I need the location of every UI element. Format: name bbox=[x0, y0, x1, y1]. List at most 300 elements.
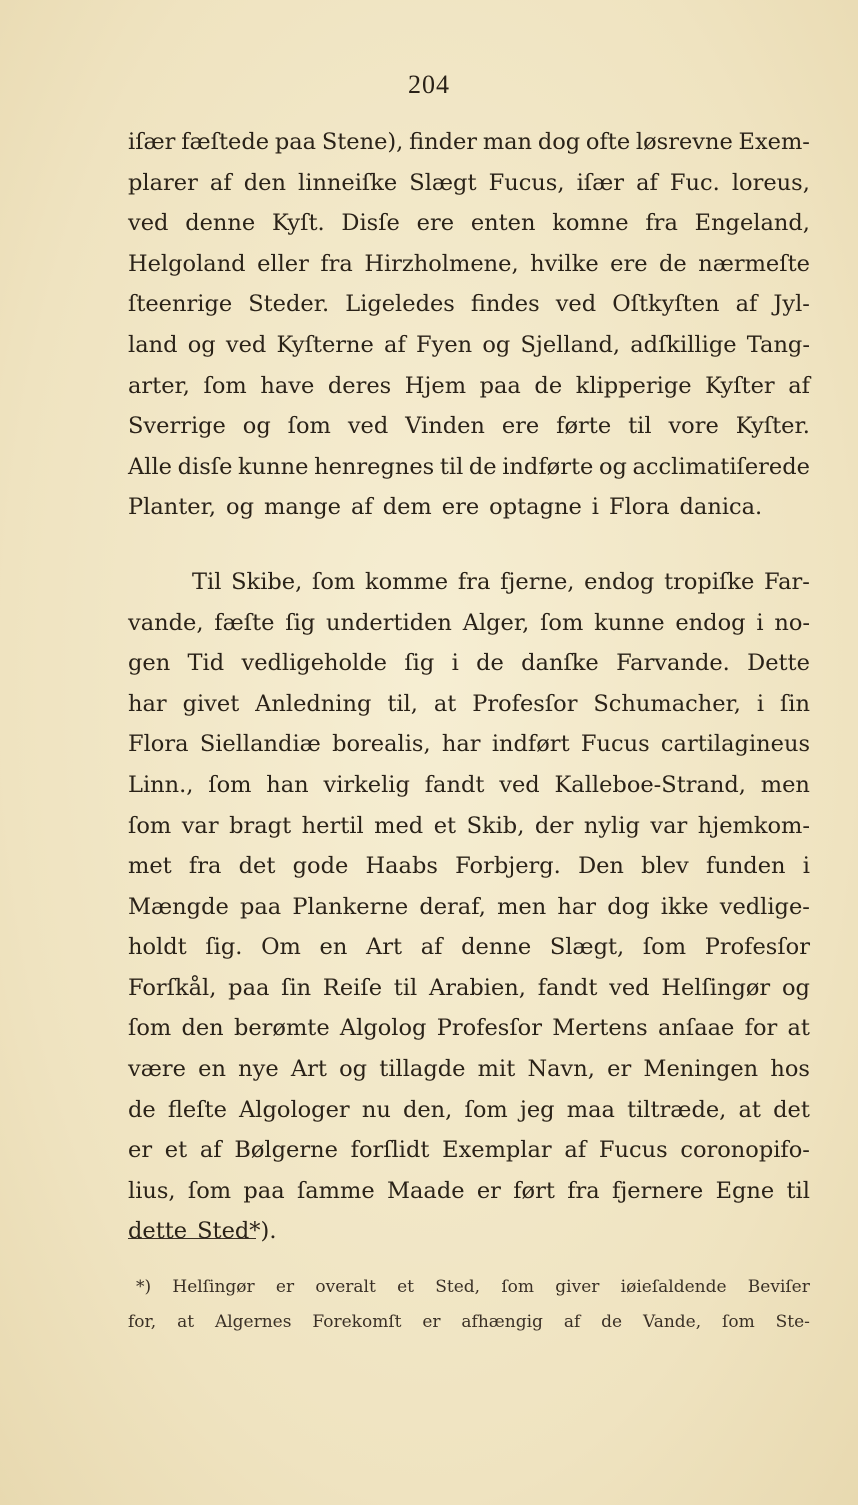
word: fra bbox=[188, 853, 222, 880]
word: tillagde bbox=[379, 1056, 466, 1083]
paragraph-line bbox=[128, 163, 810, 204]
word: berømte bbox=[233, 1015, 330, 1042]
word: ſig bbox=[404, 650, 435, 677]
word: Jyl- bbox=[773, 291, 810, 318]
word: hos bbox=[770, 1056, 810, 1083]
word: Flora bbox=[609, 494, 670, 521]
word: iſær bbox=[576, 169, 625, 196]
word: det bbox=[773, 1096, 810, 1123]
word: ved bbox=[225, 331, 267, 358]
word: ſin bbox=[281, 974, 312, 1001]
body-text bbox=[128, 122, 810, 1252]
word: Planter, bbox=[128, 494, 217, 521]
paragraph-line bbox=[128, 1130, 810, 1171]
word: er bbox=[128, 1137, 153, 1164]
word: nye bbox=[238, 1056, 279, 1083]
word: met bbox=[128, 853, 172, 880]
word: Alger, bbox=[462, 609, 530, 636]
word: ſig bbox=[285, 609, 316, 636]
word: Steder. bbox=[248, 291, 330, 318]
word: disſe bbox=[177, 453, 233, 480]
word: fandt bbox=[424, 771, 485, 798]
word: og bbox=[482, 331, 511, 358]
word: Om bbox=[261, 934, 301, 961]
word: de bbox=[534, 372, 563, 399]
word: Disſe bbox=[341, 210, 400, 237]
word: Alle bbox=[128, 453, 172, 480]
word: Bølgerne bbox=[234, 1137, 338, 1164]
word: Far- bbox=[764, 568, 810, 595]
word: fjernere bbox=[612, 1177, 704, 1204]
word: var bbox=[650, 812, 688, 839]
word: fra bbox=[320, 250, 353, 277]
word: Fyen bbox=[416, 331, 473, 358]
word: være bbox=[128, 1056, 186, 1083]
word: Algologer bbox=[239, 1096, 350, 1123]
word: ſom bbox=[187, 1177, 232, 1204]
word: Hjem bbox=[404, 372, 467, 399]
word: Fucus, bbox=[488, 169, 565, 196]
word: jeg bbox=[519, 1096, 555, 1123]
word: Haabs bbox=[365, 853, 438, 880]
word: Slægt bbox=[409, 169, 477, 196]
word: de bbox=[659, 250, 687, 277]
word: paa bbox=[243, 1177, 285, 1204]
word: et bbox=[164, 1137, 188, 1164]
paragraph-line bbox=[128, 846, 810, 887]
paragraph-line bbox=[128, 1008, 810, 1049]
word: cartilagineus bbox=[660, 731, 810, 758]
word: henregnes bbox=[314, 453, 435, 480]
paragraph-2 bbox=[128, 562, 810, 1252]
paragraph-line bbox=[128, 724, 810, 765]
word: Algernes bbox=[214, 1312, 292, 1332]
word: af bbox=[209, 169, 232, 196]
word: Fuc. bbox=[669, 169, 720, 196]
word: Sted*). bbox=[197, 1218, 277, 1245]
word: ere bbox=[441, 494, 480, 521]
word: danica. bbox=[679, 494, 763, 521]
word: Profesſor bbox=[704, 934, 810, 961]
word: fleſte bbox=[167, 1096, 227, 1123]
paragraph-line bbox=[128, 968, 810, 1009]
word: Tang- bbox=[746, 331, 810, 358]
word: Engeland, bbox=[694, 210, 810, 237]
word: indført bbox=[491, 731, 570, 758]
word: maa bbox=[566, 1096, 615, 1123]
word: borealis, bbox=[332, 731, 431, 758]
word: af bbox=[636, 169, 658, 196]
paragraph-line bbox=[128, 447, 810, 488]
word: Helſingør bbox=[661, 974, 771, 1001]
word: acclimatiſerede bbox=[632, 453, 810, 480]
word: ſom bbox=[128, 1015, 172, 1042]
word: dette bbox=[128, 1218, 188, 1245]
word: hertil bbox=[301, 812, 364, 839]
word: arter, bbox=[128, 372, 190, 399]
word: paa bbox=[228, 974, 270, 1001]
word: vande, bbox=[128, 609, 204, 636]
word: Mertens bbox=[552, 1015, 648, 1042]
word: Stene), bbox=[321, 129, 404, 155]
word: de bbox=[601, 1312, 623, 1332]
word: Art bbox=[366, 934, 403, 961]
word: Vande, bbox=[643, 1312, 702, 1332]
word: den bbox=[181, 1015, 224, 1042]
word: ſom bbox=[312, 568, 356, 595]
word: Kyſter bbox=[705, 372, 775, 399]
word: eller bbox=[257, 250, 309, 277]
word: giver bbox=[555, 1277, 600, 1297]
word: er bbox=[607, 1056, 632, 1083]
word: denne bbox=[461, 934, 532, 961]
word: vedligeholde bbox=[241, 650, 387, 677]
word: Kalleboe-Strand, bbox=[554, 771, 746, 798]
word: Mængde bbox=[128, 893, 229, 920]
word: fjerne, bbox=[500, 568, 575, 595]
word: paa bbox=[274, 129, 317, 155]
word: Kyſt. bbox=[272, 210, 325, 237]
word: enten bbox=[470, 210, 536, 237]
word: til bbox=[393, 974, 418, 1001]
word: nu bbox=[361, 1096, 391, 1123]
word: denne bbox=[185, 210, 256, 237]
word: Den bbox=[578, 853, 624, 880]
word: Siellandiæ bbox=[199, 731, 321, 758]
word: Oſtkyſten bbox=[612, 291, 720, 318]
word: Profesſor bbox=[436, 1015, 542, 1042]
word: fandt bbox=[537, 974, 598, 1001]
word: ſom bbox=[208, 771, 252, 798]
word: fra bbox=[457, 568, 491, 595]
word: har bbox=[441, 731, 481, 758]
word: ſom bbox=[128, 812, 172, 839]
word: holdt bbox=[128, 934, 187, 961]
word: med bbox=[374, 812, 424, 839]
paragraph-line bbox=[128, 1211, 810, 1252]
word: Forbjerg. bbox=[455, 853, 561, 880]
word: Helgoland bbox=[128, 250, 246, 277]
word: optagne bbox=[489, 494, 582, 521]
paragraph-1 bbox=[128, 122, 810, 528]
word: ved bbox=[555, 291, 597, 318]
word: Slægt, bbox=[549, 934, 625, 961]
word: loreus, bbox=[731, 169, 810, 196]
word: til bbox=[439, 453, 464, 480]
word: dem bbox=[382, 494, 432, 521]
word: ved bbox=[609, 974, 650, 1001]
word: deraf, bbox=[419, 893, 486, 920]
word: mit bbox=[477, 1056, 516, 1083]
word: fæſte bbox=[214, 609, 275, 636]
word: indførte bbox=[502, 453, 594, 480]
word: ſom bbox=[203, 372, 247, 399]
paragraph-line bbox=[128, 122, 810, 163]
word: Sjelland, bbox=[520, 331, 621, 358]
word: et bbox=[433, 812, 457, 839]
word: funden bbox=[706, 853, 786, 880]
word: tiltræde, bbox=[627, 1096, 727, 1123]
word: vedlige- bbox=[719, 893, 810, 920]
word: der bbox=[534, 812, 574, 839]
word: iøieſaldende bbox=[620, 1277, 727, 1297]
word: ved bbox=[128, 210, 169, 237]
word: at bbox=[177, 1312, 195, 1332]
word: i bbox=[591, 494, 599, 521]
word: Ste- bbox=[775, 1312, 810, 1332]
paragraph-line bbox=[128, 244, 810, 285]
word: kunne bbox=[594, 609, 665, 636]
word: gen bbox=[128, 650, 171, 677]
word: Skibe, bbox=[231, 568, 303, 595]
word: han bbox=[266, 771, 309, 798]
word: Helſingør bbox=[172, 1277, 255, 1297]
word: *) bbox=[136, 1277, 152, 1297]
word: Fucus bbox=[580, 731, 650, 758]
word: overalt bbox=[315, 1277, 376, 1297]
word: kunne bbox=[238, 453, 309, 480]
word: Plankerne bbox=[292, 893, 409, 920]
word: og bbox=[598, 453, 627, 480]
word: vore bbox=[668, 413, 719, 440]
word: i bbox=[802, 853, 810, 880]
word: ere bbox=[610, 250, 648, 277]
paragraph-line bbox=[128, 765, 810, 806]
word: Meningen bbox=[643, 1056, 759, 1083]
word: af bbox=[564, 1137, 587, 1164]
word: løsrevne bbox=[635, 129, 733, 155]
word: Sted, bbox=[435, 1277, 481, 1297]
word: af bbox=[788, 372, 810, 399]
word: Forſkål, bbox=[128, 974, 217, 1001]
word: Flora bbox=[128, 731, 189, 758]
word: nylig bbox=[583, 812, 640, 839]
word: har bbox=[557, 893, 597, 920]
paragraph-line bbox=[128, 643, 810, 684]
paragraph-line bbox=[128, 684, 810, 725]
paragraph-line bbox=[128, 1049, 810, 1090]
word: have bbox=[260, 372, 315, 399]
paragraph-line bbox=[128, 562, 810, 603]
word: Egne bbox=[715, 1177, 775, 1204]
word: og bbox=[781, 974, 810, 1001]
word: af bbox=[384, 331, 406, 358]
word: Tid bbox=[187, 650, 225, 677]
word: dog bbox=[607, 893, 650, 920]
word: en bbox=[198, 1056, 226, 1083]
word: Profesſor bbox=[472, 690, 578, 717]
word: ved bbox=[347, 413, 389, 440]
word: har bbox=[128, 690, 167, 717]
word: for, bbox=[128, 1312, 157, 1332]
paragraph-gap bbox=[128, 528, 810, 562]
word: ſom bbox=[642, 934, 687, 961]
word: klipperige bbox=[575, 372, 692, 399]
word: for bbox=[744, 1015, 778, 1042]
word: finder bbox=[409, 129, 478, 155]
word: ſom bbox=[501, 1277, 534, 1297]
word: Exem- bbox=[738, 129, 810, 155]
word: af bbox=[199, 1137, 222, 1164]
word: Beviſer bbox=[747, 1277, 810, 1297]
word: bragt bbox=[229, 812, 292, 839]
word: til bbox=[786, 1177, 810, 1204]
word: endog bbox=[675, 609, 746, 636]
word: i bbox=[756, 609, 764, 636]
word: mange bbox=[264, 494, 341, 521]
word: Art bbox=[290, 1056, 327, 1083]
word: Forekomſt bbox=[312, 1312, 402, 1332]
word: paa bbox=[479, 372, 521, 399]
word: hjemkom- bbox=[697, 812, 810, 839]
word: ført bbox=[513, 1177, 555, 1204]
word: til, bbox=[387, 690, 418, 717]
word: de bbox=[476, 650, 504, 677]
word: Farvande. bbox=[616, 650, 730, 677]
word: afhængig bbox=[461, 1312, 543, 1332]
word: Skib, bbox=[466, 812, 525, 839]
word: Kyſter. bbox=[735, 413, 810, 440]
word: Sverrige bbox=[128, 413, 226, 440]
word: tropiſke bbox=[664, 568, 755, 595]
word: og bbox=[242, 413, 271, 440]
footnote bbox=[128, 1270, 810, 1340]
word: hvilke bbox=[530, 250, 599, 277]
word: endog bbox=[584, 568, 655, 595]
paragraph-line bbox=[128, 406, 810, 447]
paragraph-line bbox=[128, 325, 810, 366]
word: en bbox=[319, 934, 348, 961]
word: af bbox=[420, 934, 443, 961]
word: gode bbox=[292, 853, 349, 880]
word: ſin bbox=[779, 690, 810, 717]
word: man bbox=[482, 129, 533, 155]
paragraph-line bbox=[128, 887, 810, 928]
paragraph-line bbox=[128, 603, 810, 644]
word: og bbox=[339, 1056, 368, 1083]
word: at bbox=[433, 690, 457, 717]
word: Algolog bbox=[339, 1015, 427, 1042]
word: komne bbox=[552, 210, 629, 237]
word: af bbox=[350, 494, 373, 521]
paragraph-line bbox=[128, 203, 810, 244]
word: ſom bbox=[722, 1312, 755, 1332]
footnote-line bbox=[128, 1305, 810, 1340]
word: til bbox=[628, 413, 652, 440]
word: Linn., bbox=[128, 771, 194, 798]
word: dog bbox=[537, 129, 581, 155]
word: ofte bbox=[585, 129, 631, 155]
word: lius, bbox=[128, 1177, 176, 1204]
word: Vinden bbox=[405, 413, 485, 440]
word: ſig. bbox=[205, 934, 243, 961]
word: at bbox=[738, 1096, 761, 1123]
word: ſom bbox=[540, 609, 584, 636]
paragraph-line bbox=[128, 1090, 810, 1131]
word: paa bbox=[239, 893, 282, 920]
paragraph-line bbox=[128, 806, 810, 847]
word: Kyſterne bbox=[276, 331, 374, 358]
word: den, bbox=[402, 1096, 453, 1123]
word: Ligeledes bbox=[345, 291, 455, 318]
word: Til bbox=[192, 568, 222, 595]
word: Fucus bbox=[598, 1137, 668, 1164]
word: forſlidt bbox=[350, 1137, 430, 1164]
word: Hirzholmene, bbox=[364, 250, 519, 277]
word: det bbox=[238, 853, 276, 880]
word: linneiſke bbox=[298, 169, 398, 196]
word: Exemplar bbox=[442, 1137, 552, 1164]
word: og bbox=[226, 494, 254, 521]
word: coronopifo- bbox=[680, 1137, 810, 1164]
word: ikke bbox=[660, 893, 709, 920]
footnote-rule bbox=[128, 1238, 256, 1239]
word: er bbox=[476, 1177, 501, 1204]
word: ſteenrige bbox=[128, 291, 233, 318]
paragraph-line bbox=[128, 927, 810, 968]
word: nærmeſte bbox=[698, 250, 810, 277]
word: at bbox=[787, 1015, 810, 1042]
word: deres bbox=[327, 372, 392, 399]
word: Anledning bbox=[255, 690, 372, 717]
word: Navn, bbox=[527, 1056, 595, 1083]
word: af bbox=[563, 1312, 581, 1332]
word: blev bbox=[641, 853, 689, 880]
word: den bbox=[243, 169, 286, 196]
word: komme bbox=[364, 568, 449, 595]
word: var bbox=[181, 812, 219, 839]
word: fra bbox=[567, 1177, 600, 1204]
paragraph-line bbox=[128, 487, 810, 528]
word: undertiden bbox=[326, 609, 452, 636]
word: de bbox=[128, 1096, 156, 1123]
word: fæſtede bbox=[181, 129, 270, 155]
word: givet bbox=[182, 690, 240, 717]
word: Reiſe bbox=[322, 974, 383, 1001]
paragraph-line bbox=[128, 284, 810, 325]
word: ſamme bbox=[296, 1177, 375, 1204]
word: Maade bbox=[386, 1177, 465, 1204]
paragraph-line bbox=[128, 1171, 810, 1212]
page-number: 204 bbox=[408, 70, 450, 99]
footnote-line bbox=[128, 1270, 810, 1305]
word: i bbox=[451, 650, 459, 677]
word: no- bbox=[774, 609, 810, 636]
word: ere bbox=[416, 210, 455, 237]
word: men bbox=[760, 771, 810, 798]
word: i bbox=[756, 690, 765, 717]
word: ere bbox=[501, 413, 540, 440]
word: Dette bbox=[747, 650, 810, 677]
word: ved bbox=[499, 771, 540, 798]
paragraph-line bbox=[128, 366, 810, 407]
word: ſom bbox=[464, 1096, 508, 1123]
word: ſom bbox=[287, 413, 331, 440]
word: er bbox=[275, 1277, 295, 1297]
word: af bbox=[735, 291, 758, 318]
word: land bbox=[128, 331, 178, 358]
word: førte bbox=[556, 413, 612, 440]
word: fra bbox=[645, 210, 678, 237]
word: plarer bbox=[128, 169, 198, 196]
word: adſkillige bbox=[630, 331, 737, 358]
word: virkelig bbox=[323, 771, 410, 798]
word: de bbox=[468, 453, 497, 480]
word: anſaae bbox=[657, 1015, 735, 1042]
word: danſke bbox=[521, 650, 599, 677]
word: findes bbox=[470, 291, 540, 318]
word: og bbox=[187, 331, 216, 358]
